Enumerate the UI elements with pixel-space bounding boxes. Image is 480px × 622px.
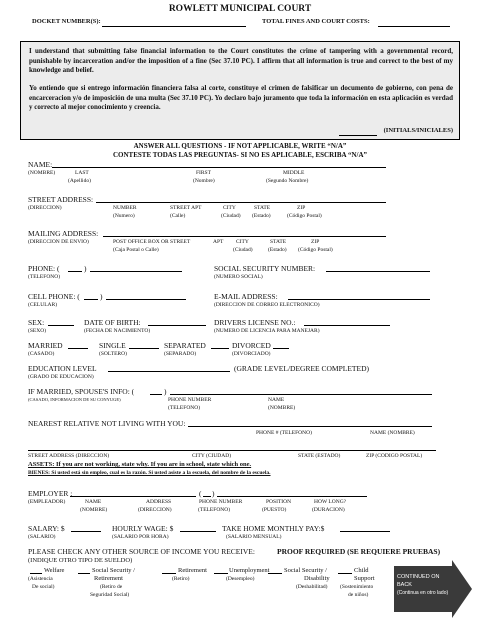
retirement-es1: (Retiro de xyxy=(100,584,123,590)
email-label-es: (DIRECCION DE CORREO ELECTRONICO) xyxy=(214,302,320,308)
employer-field[interactable] xyxy=(70,496,196,497)
mailing-city-es: (Ciudad) xyxy=(233,247,253,253)
employer-address: ADDRESS xyxy=(146,499,172,505)
dob-label-es: (FECHA DE NACIMIENTO) xyxy=(84,328,151,334)
mailing-state: STATE xyxy=(270,239,287,245)
affidavit-english: I understand that submitting false financial information to the Court constitutes the crime of tampering with a governmental record, punishable by incarceration and/or the imposition of a fine (Sec 37.10 PC). I affirm that all information is true and correct to the best of my knowledge and belief. xyxy=(29,47,453,74)
cell-close: ) xyxy=(100,292,103,301)
welfare-es2: De social) xyxy=(32,584,55,590)
name-middle: MIDDLE xyxy=(283,170,305,176)
street-state: STATE xyxy=(254,205,271,211)
retirement-check[interactable] xyxy=(162,573,176,574)
monthly-field[interactable] xyxy=(340,531,390,532)
employer-howlong-es: (DURACION) xyxy=(312,507,345,513)
unemployment-es: (Desempleo) xyxy=(226,576,255,582)
mailing-city: CITY xyxy=(236,239,249,245)
phone-label-es: (TELEFONO) xyxy=(28,274,61,280)
continued-line3: (Continua en otro lado) xyxy=(397,590,449,596)
cell-label-es: (CELULAR) xyxy=(28,302,58,308)
spouse-label-es: (CASADO, INFORMACION DE SU CONYUGE) xyxy=(28,397,121,402)
cell-label: CELL PHONE: ( xyxy=(28,292,80,301)
monthly-label-es: (SALARIO MENSUAL) xyxy=(226,534,282,540)
married-label-es: (CASADO) xyxy=(28,351,55,357)
mailing-zip-es: (Código Postal) xyxy=(298,247,333,253)
employer-howlong: HOW LONG? xyxy=(314,499,347,505)
docket-label: DOCKET NUMBER(S): xyxy=(32,18,101,25)
child-label: Child xyxy=(354,567,369,574)
welfare-es1: (Asistencia xyxy=(28,576,53,582)
married-field[interactable] xyxy=(68,348,88,349)
phone-field[interactable] xyxy=(90,271,182,272)
spouse-name: NAME xyxy=(268,397,285,403)
single-label: SINGLE xyxy=(99,341,126,350)
ss-retirement-label: Social Security / xyxy=(92,567,135,574)
street-zip-es: (Código Postal) xyxy=(287,213,322,219)
disability-label: Disability xyxy=(304,575,330,582)
name-middle-es: (Segundo Nombre) xyxy=(266,178,309,184)
child-support-check[interactable] xyxy=(338,573,352,574)
education-label: EDUCATION LEVEL xyxy=(28,364,97,373)
street-state-es: (Estado) xyxy=(252,213,271,219)
separated-label-es: (SEPARADO) xyxy=(164,351,197,357)
relative-city: CITY (CIUDAD) xyxy=(192,453,232,459)
continued-arrow-icon xyxy=(394,560,472,618)
married-label: MARRIED xyxy=(28,341,63,350)
fines-label: TOTAL FINES AND COURT COSTS: xyxy=(262,18,370,25)
education-label-es: (GRADO DE EDUCACION) xyxy=(28,374,94,380)
mailing-pobox: POST OFFICE BOX OR STREET xyxy=(113,239,191,245)
other-income-label: PLEASE CHECK ANY OTHER SOURCE OF INCOME YOU RECEIVE: xyxy=(28,547,255,556)
employer-label: EMPLOYER : xyxy=(28,489,73,498)
street-city-es: (Ciudad) xyxy=(221,213,241,219)
fines-field[interactable] xyxy=(378,26,450,27)
street-street-es: (Calle) xyxy=(170,213,186,219)
retirement-label: Retirement xyxy=(94,575,123,582)
affidavit-box xyxy=(20,41,460,140)
assets-english: ASSETS: If you are not working, state why. If you are in school, state which one. xyxy=(28,461,252,468)
ssn-label-es: (NUMERO SOCIAL) xyxy=(214,274,263,280)
ss-disability-label: Social Security / xyxy=(284,567,327,574)
hourly-label-es: (SALARIO POR HORA) xyxy=(112,534,169,540)
phone-close: ) xyxy=(84,264,87,273)
retirement-es2: Seguridad Social) xyxy=(90,592,130,598)
instructions-english: ANSWER ALL QUESTIONS - IF NOT APPLICABLE, WRITE “N/A” xyxy=(133,142,347,150)
mailing-apt: APT xyxy=(213,239,224,245)
phone-area-field[interactable] xyxy=(68,271,82,272)
relative-zip: ZIP (CODIGO POSTAL) xyxy=(366,453,423,459)
relative-field[interactable] xyxy=(188,426,432,427)
employer-address-es: (DIRECCION) xyxy=(138,507,172,513)
spouse-field[interactable] xyxy=(170,394,432,395)
employer-area-field[interactable] xyxy=(203,496,211,497)
mailing-state-es: (Estado) xyxy=(268,247,287,253)
salary-label: SALARY: $ xyxy=(28,524,65,533)
name-field[interactable] xyxy=(52,167,386,168)
mailing-zip: ZIP xyxy=(311,239,320,245)
employer-phone: PHONE NUMBER xyxy=(199,499,243,505)
disability-es: (Deshabilitad) xyxy=(296,584,328,590)
support-es2: de niños) xyxy=(348,592,369,598)
divorced-label-es: (DIVORCIADO) xyxy=(232,351,271,357)
street-street-apt: STREET APT xyxy=(170,205,202,211)
name-first: FIRST xyxy=(196,170,211,176)
sex-field[interactable] xyxy=(48,325,74,326)
divorced-field[interactable] xyxy=(273,348,289,349)
name-first-es: (Nombre) xyxy=(193,178,215,184)
phone-label: PHONE: ( xyxy=(28,264,60,273)
employer-phone-es: (TELEFONO) xyxy=(198,507,231,513)
ss-disability-check[interactable] xyxy=(268,573,282,574)
unemployment-check[interactable] xyxy=(214,573,228,574)
name-last-es: (Apellido) xyxy=(68,178,91,184)
employer-open: ( xyxy=(199,489,202,498)
name-label: NAME: xyxy=(28,160,53,169)
support-label: Support xyxy=(354,575,375,582)
assets-spanish: BIENES: Si usted está sin empleo, cual es la razón. Si usted asiste a la escuela, del nombre de la escuela. xyxy=(28,470,271,476)
initials-field[interactable] xyxy=(339,135,377,136)
employer-position-es: (PUESTO) xyxy=(262,507,287,513)
employer-close: ) xyxy=(212,489,215,498)
relative-label: NEAREST RELATIVE NOT LIVING WITH YOU: xyxy=(28,419,186,428)
relative-state: STATE (ESTADO) xyxy=(298,453,341,459)
education-grade: (GRADE LEVEL/DEGREE COMPLETED) xyxy=(234,364,369,373)
employer-details-field[interactable] xyxy=(217,496,367,497)
instructions-spanish: CONTESTE TODAS LAS PREGUNTAS- SI NO ES APLICABLE, ESCRIBA “N/A” xyxy=(112,151,367,159)
spouse-label: IF MARRIED, SPOUSE'S INFO: ( xyxy=(28,387,135,396)
other-income-label-es: (INDIQUE OTRO TIPO DE SUELDO) xyxy=(28,557,133,564)
mailing-label: MAILING ADDRESS: xyxy=(28,229,99,238)
single-field[interactable] xyxy=(129,348,159,349)
welfare-label: Welfare xyxy=(44,567,65,574)
separated-label: SEPARATED xyxy=(164,341,206,350)
email-label: E-MAIL ADDRESS: xyxy=(214,292,278,301)
street-number: NUMBER xyxy=(113,205,137,211)
employer-label-es: (EMPLEADOR) xyxy=(28,499,66,505)
hourly-field[interactable] xyxy=(180,531,216,532)
sex-label-es: (SEXO) xyxy=(28,328,47,334)
continued-line1: CONTINUED ON xyxy=(397,574,440,580)
dl-label-es: (NUMERO DE LICENCIA PARA MANEJAR) xyxy=(214,328,320,334)
email-field[interactable] xyxy=(288,299,430,300)
spouse-phone-es: (TELEFONO) xyxy=(168,405,201,411)
cell-area-field[interactable] xyxy=(84,299,98,300)
employer-name: NAME xyxy=(85,499,102,505)
mailing-pobox-es: (Caja Postal o Calle) xyxy=(113,247,159,253)
dob-label: DATE OF BIRTH: xyxy=(84,318,141,327)
employer-name-es: (NOMBRE) xyxy=(80,507,108,513)
affidavit-spanish: Yo entiendo que si entrego información financiera falsa al corte, constituye el crimen de falsificar un documento de gobierno, con pena de encarceracion y/o de imposición de una multa (Sec 37.10 PC). Yo declaro bajo juramento que toda la información en esta aplicación es verdad y correcto al mejor conocimiento y creencia. xyxy=(29,84,453,111)
cell-field[interactable] xyxy=(106,299,186,300)
salary-field[interactable] xyxy=(71,531,101,532)
ssn-field[interactable] xyxy=(326,271,430,272)
docket-field[interactable] xyxy=(102,26,246,27)
divorced-label: DIVORCED xyxy=(232,341,271,350)
street-number-es: (Numero) xyxy=(113,213,135,219)
street-city: CITY xyxy=(223,205,236,211)
sex-label: SEX: xyxy=(28,318,45,327)
mailing-label-es: (DIRECCION DE ENVIO) xyxy=(28,239,89,245)
court-title: ROWLETT MUNICIPAL COURT xyxy=(168,4,312,14)
unemployment-label: Unemployment xyxy=(229,567,270,574)
spouse-phone: PHONE NUMBER xyxy=(168,397,212,403)
separated-field[interactable] xyxy=(211,348,229,349)
spouse-name-es: (NOMBRE) xyxy=(268,405,296,411)
monthly-label: TAKE HOME MONTHLY PAY:$ xyxy=(222,524,325,533)
relative-street: STREET ADDRESS (DIRECCION) xyxy=(28,453,110,459)
education-field[interactable] xyxy=(108,371,230,372)
spouse-close: ) xyxy=(164,387,167,396)
employer-position: POSITION xyxy=(266,499,292,505)
ss-retirement-check[interactable] xyxy=(78,573,90,574)
single-label-es: (SOLTERO) xyxy=(99,351,127,357)
initials-label: (INITIALS/INICIALES) xyxy=(383,127,453,134)
street-label-es: (DIRECCION) xyxy=(28,205,62,211)
support-es1: (Sostenimiento xyxy=(340,584,374,590)
welfare-check[interactable] xyxy=(30,573,42,574)
relative-name: NAME (NOMBRE) xyxy=(370,430,415,436)
relative-address-field[interactable] xyxy=(28,450,436,451)
name-last: LAST xyxy=(75,170,89,176)
salary-label-es: (SALARIO) xyxy=(28,534,56,540)
name-label-es: (NOMBRE) xyxy=(28,170,56,176)
proof-required: PROOF REQUIRED (SE REQUIERE PRUEBAS) xyxy=(277,547,441,556)
retirement2-es: (Retiro) xyxy=(172,576,190,582)
relative-phone: PHONE # (TELEFONO) xyxy=(256,430,312,436)
hourly-label: HOURLY WAGE: $ xyxy=(112,524,174,533)
spouse-area-field[interactable] xyxy=(150,394,162,395)
ssn-label: SOCIAL SECURITY NUMBER: xyxy=(214,264,316,273)
street-zip: ZIP xyxy=(297,205,306,211)
dl-field[interactable] xyxy=(304,325,390,326)
mailing-field[interactable] xyxy=(103,236,386,237)
street-label: STREET ADDRESS: xyxy=(28,195,94,204)
dob-field[interactable] xyxy=(148,325,206,326)
street-field[interactable] xyxy=(96,202,386,203)
retirement2-label: Retirement xyxy=(178,567,207,574)
continued-line2: BACK xyxy=(397,582,412,588)
dl-label: DRIVERS LICENSE NO.: xyxy=(214,318,296,327)
